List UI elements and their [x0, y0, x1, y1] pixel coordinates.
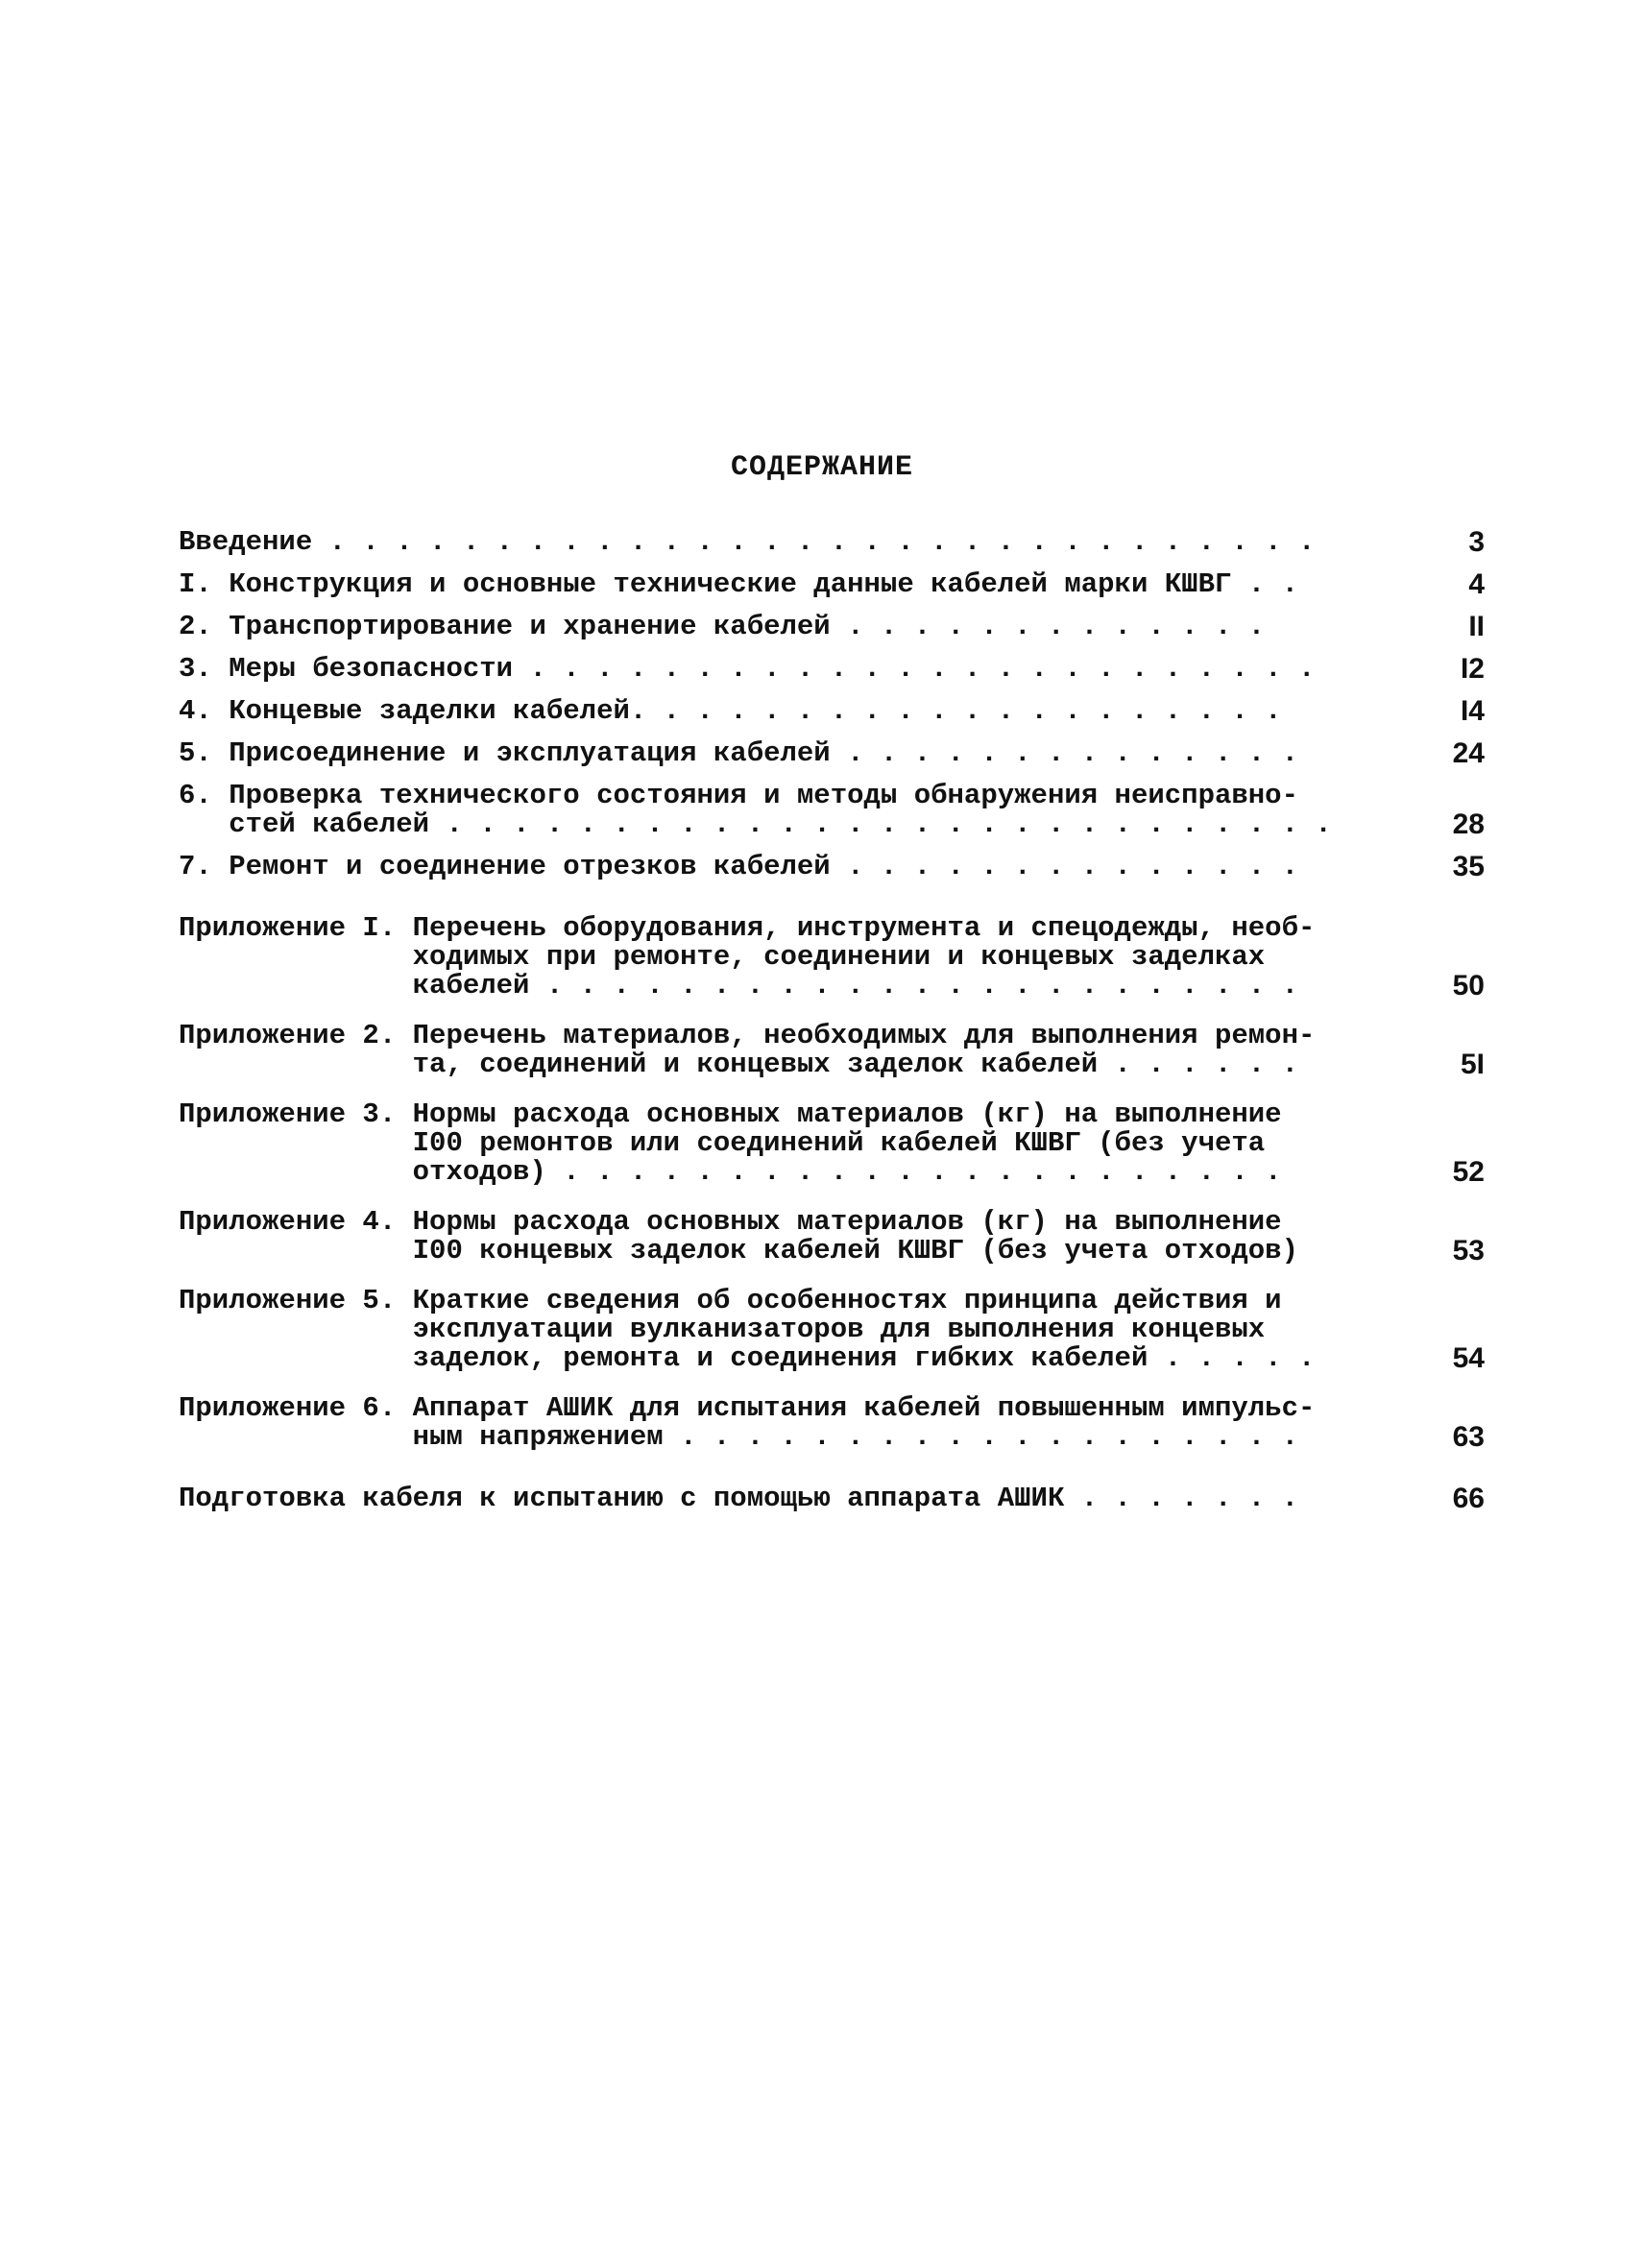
toc-entry-text: 6. Проверка технического состояния и методы обнаружения неисправно- стей кабелей . . . . . . . . . . . . . . . . . . . . . . . . . . . [179, 780, 1332, 840]
toc-entry-text: Приложение 6. Аппарат АШИК для испытания кабелей повышенным импульс- ным напряжением . . . . . . . . . . . . . . . . . . . [179, 1392, 1316, 1453]
toc-entry-text: Подготовка кабеля к испытанию с помощью аппарата АШИК . . . . . . . [179, 1483, 1298, 1514]
toc-entry-appendix-3 [179, 1100, 1485, 1187]
toc-page-number: 50 [1452, 970, 1485, 1001]
toc-entry-appendix-1 [179, 914, 1485, 1001]
toc-entry-introduction [179, 528, 1485, 557]
toc-page-number: 63 [1452, 1421, 1485, 1453]
toc-entry-section-5 [179, 739, 1485, 768]
table-of-contents [179, 528, 1485, 1513]
toc-page-number: 28 [1452, 808, 1485, 840]
toc-page-number: 24 [1452, 737, 1485, 769]
toc-entry-appendix-2 [179, 1022, 1485, 1079]
toc-entry-text: Приложение 3. Нормы расхода основных материалов (кг) на выполнение I00 ремонтов или соединений кабелей КШВГ (без учета отходов) . . . . . . . . . . . . . . . . . . . . . . [179, 1098, 1282, 1188]
toc-page-number: 52 [1452, 1156, 1485, 1188]
toc-entry-text: Введение . . . . . . . . . . . . . . . . . . . . . . . . . . . . . . [179, 526, 1316, 558]
toc-page-number: II [1468, 611, 1485, 642]
toc-entry-section-7 [179, 853, 1485, 881]
toc-entry-section-3 [179, 655, 1485, 684]
toc-entry-appendix-5 [179, 1287, 1485, 1373]
toc-entry-section-6 [179, 782, 1485, 839]
toc-page-number: 53 [1452, 1235, 1485, 1267]
page-title: СОДЕРЖАНИЕ [730, 451, 914, 484]
toc-entry-text: I. Конструкция и основные технические данные кабелей марки КШВГ . . [179, 568, 1298, 600]
toc-entry-section-1 [179, 570, 1485, 599]
toc-entry-section-2 [179, 613, 1485, 641]
toc-page-number: 4 [1468, 568, 1485, 600]
toc-entry-text: 3. Меры безопасности . . . . . . . . . . . . . . . . . . . . . . . . [179, 653, 1316, 685]
toc-entry-text: 7. Ремонт и соединение отрезков кабелей . . . . . . . . . . . . . . [179, 851, 1298, 882]
toc-entry-text: Приложение 2. Перечень материалов, необходимых для выполнения ремон- та, соединений и концевых заделок кабелей . . . . . . [179, 1020, 1316, 1080]
toc-page-number: 5I [1460, 1049, 1485, 1080]
toc-page-number: 3 [1468, 526, 1485, 558]
toc-entry-text: Приложение 4. Нормы расхода основных материалов (кг) на выполнение I00 концевых заделок кабелей КШВГ (без учета отходов) [179, 1206, 1298, 1267]
toc-page-number: 54 [1452, 1342, 1485, 1374]
toc-page-number: I2 [1460, 653, 1485, 685]
toc-entry-text: 5. Присоединение и эксплуатация кабелей . . . . . . . . . . . . . . [179, 737, 1298, 769]
toc-entry-appendix-6 [179, 1394, 1485, 1452]
toc-entry-text: Приложение 5. Краткие сведения об особенностях принципа действия и эксплуатации вулканизаторов для выполнения концевых заделок, ремонта и соединения гибких кабелей . . . . . [179, 1285, 1316, 1374]
toc-entry-cable-test-preparation [179, 1484, 1485, 1513]
toc-page-number: I4 [1460, 695, 1485, 727]
toc-entry-section-4 [179, 697, 1485, 726]
toc-page-number: 35 [1452, 851, 1485, 882]
toc-page-number: 66 [1452, 1483, 1485, 1514]
toc-entry-text: Приложение I. Перечень оборудования, инструмента и спецодежды, необ- ходимых при ремонте, соединении и концевых заделках кабелей . . . . . . . . . . . . . . . . . . . . . . . [179, 912, 1316, 1001]
toc-entry-text: 2. Транспортирование и хранение кабелей . . . . . . . . . . . . . [179, 611, 1266, 642]
toc-entry-appendix-4 [179, 1208, 1485, 1266]
toc-entry-text: 4. Концевые заделки кабелей. . . . . . . . . . . . . . . . . . . . [179, 695, 1282, 727]
